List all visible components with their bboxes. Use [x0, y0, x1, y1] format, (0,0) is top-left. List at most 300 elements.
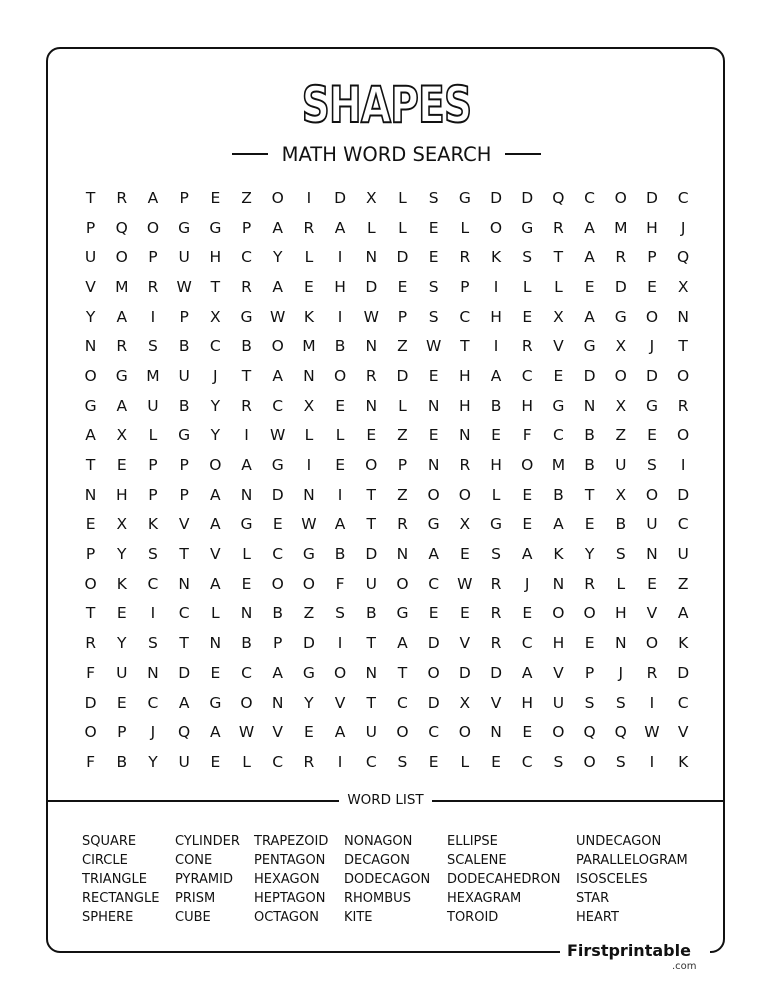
- grid-letter: V: [459, 634, 471, 653]
- grid-letter: W: [301, 515, 317, 534]
- grid-letter: A: [428, 545, 439, 564]
- grid-letter: D: [677, 663, 690, 682]
- grid-letter: W: [270, 307, 286, 326]
- grid-letter: R: [646, 663, 658, 682]
- grid-letter: P: [460, 277, 470, 296]
- grid-letter: H: [552, 634, 565, 653]
- grid-letter: N: [427, 396, 440, 415]
- grid-letter: U: [365, 574, 377, 593]
- grid-letter: E: [428, 752, 439, 771]
- grid-letter: T: [179, 545, 189, 564]
- grid-letter: E: [647, 574, 657, 593]
- grid-letter: Q: [614, 723, 627, 742]
- word-column: [576, 832, 688, 927]
- grid-letter: N: [240, 485, 253, 504]
- grid-letter: C: [241, 663, 252, 682]
- grid-letter: P: [85, 545, 96, 564]
- grid-letter: Z: [303, 604, 315, 623]
- grid-letter: Z: [397, 337, 408, 356]
- grid-letter: H: [334, 277, 346, 296]
- grid-letter: D: [677, 485, 690, 504]
- grid-letter: H: [459, 396, 471, 415]
- grid-letter: C: [209, 337, 221, 356]
- grid-letter: T: [460, 337, 470, 356]
- grid-letter: I: [649, 752, 655, 771]
- grid-letter: U: [147, 396, 159, 415]
- grid-letter: C: [272, 545, 284, 564]
- word-list-item: TRIANGLE: [82, 872, 147, 887]
- grid-letter: L: [522, 277, 532, 296]
- grid-letter: R: [303, 218, 315, 237]
- word-column: [254, 832, 328, 927]
- grid-letter: A: [147, 188, 159, 207]
- grid-letter: G: [614, 307, 627, 326]
- grid-letter: V: [646, 604, 658, 623]
- grid-letter: R: [365, 366, 377, 385]
- grid-letter: L: [398, 396, 407, 415]
- grid-letter: L: [335, 426, 345, 445]
- grid-letter: X: [615, 337, 627, 356]
- grid-letter: E: [397, 277, 408, 296]
- grid-letter: O: [427, 663, 440, 682]
- grid-letter: E: [210, 663, 221, 682]
- grid-letter: T: [210, 277, 221, 296]
- subtitle-rule-right: [505, 153, 541, 155]
- grid-letter: E: [272, 515, 283, 534]
- grid-letter: H: [614, 604, 627, 623]
- grid-letter: X: [459, 693, 471, 712]
- grid-letter: W: [270, 426, 286, 445]
- grid-letter: D: [84, 693, 97, 712]
- grid-letter: W: [644, 723, 660, 742]
- word-list-item: UNDECAGON: [576, 834, 662, 849]
- grid-letter: X: [116, 515, 128, 534]
- grid-letter: E: [522, 485, 533, 504]
- grid-letter: S: [428, 277, 439, 296]
- grid-letter: E: [584, 515, 595, 534]
- grid-letter: L: [398, 188, 407, 207]
- grid-letter: S: [428, 188, 439, 207]
- grid-letter: O: [84, 574, 97, 593]
- grid-letter: N: [552, 574, 565, 593]
- grid-letter: G: [458, 188, 471, 207]
- grid-row: [75, 242, 700, 272]
- grid-letter: C: [459, 307, 471, 326]
- grid-letter: A: [334, 723, 346, 742]
- grid-letter: S: [584, 693, 595, 712]
- word-list-item: DODECAHEDRON: [447, 872, 561, 887]
- grid-letter: N: [303, 485, 315, 504]
- grid-letter: O: [146, 218, 160, 237]
- word-list-item: RECTANGLE: [82, 891, 160, 906]
- grid-letter: G: [115, 366, 128, 385]
- grid-letter: B: [272, 604, 284, 623]
- grid-letter: Q: [178, 723, 191, 742]
- grid-letter: U: [646, 515, 658, 534]
- grid-letter: N: [459, 426, 471, 445]
- grid-letter: O: [396, 723, 409, 742]
- grid-letter: G: [240, 515, 253, 534]
- grid-letter: I: [337, 485, 343, 504]
- grid-letter: N: [365, 337, 378, 356]
- word-column: [175, 832, 240, 927]
- grid-letter: C: [552, 426, 564, 445]
- grid-letter: M: [115, 277, 129, 296]
- word-list-item: TOROID: [447, 910, 499, 925]
- grid-letter: R: [241, 277, 252, 296]
- grid-letter: A: [241, 456, 252, 475]
- grid-letter: O: [209, 456, 222, 475]
- grid-letter: N: [84, 337, 97, 356]
- grid-letter: D: [427, 634, 440, 653]
- grid-letter: N: [365, 396, 378, 415]
- grid-letter: E: [647, 426, 657, 445]
- grid-letter: A: [584, 218, 595, 237]
- grid-letter: K: [553, 545, 564, 564]
- grid-letter: O: [521, 456, 534, 475]
- grid-letter: G: [583, 337, 596, 356]
- grid-letter: T: [366, 634, 377, 653]
- word-list-item: DECAGON: [344, 853, 410, 868]
- grid-letter: C: [677, 515, 689, 534]
- grid-letter: W: [457, 574, 473, 593]
- grid-letter: R: [553, 218, 564, 237]
- grid-letter: C: [428, 574, 440, 593]
- grid-letter: Q: [115, 218, 128, 237]
- word-list-item: STAR: [576, 891, 610, 906]
- grid-letter: B: [116, 752, 128, 771]
- grid-letter: W: [363, 307, 379, 326]
- grid-letter: C: [241, 248, 252, 267]
- grid-letter: H: [115, 485, 128, 504]
- grid-letter: T: [553, 248, 564, 267]
- grid-letter: R: [490, 604, 502, 623]
- grid-letter: H: [490, 456, 502, 475]
- word-list-item: OCTAGON: [254, 910, 319, 925]
- grid-letter: S: [428, 307, 439, 326]
- word-list-item: PARALLELOGRAM: [576, 853, 688, 868]
- word-list-item: SQUARE: [82, 834, 137, 849]
- grid-row: [75, 272, 700, 302]
- grid-letter: X: [210, 307, 221, 326]
- grid-letter: L: [491, 485, 501, 504]
- word-list-item: HEPTAGON: [254, 891, 326, 906]
- grid-letter: R: [116, 337, 128, 356]
- grid-letter: C: [365, 752, 377, 771]
- grid-letter: D: [396, 248, 409, 267]
- subtitle-row: [0, 139, 773, 169]
- grid-row: [75, 421, 700, 451]
- grid-letter: A: [210, 574, 221, 593]
- grid-letter: I: [649, 693, 655, 712]
- grid-letter: E: [522, 307, 533, 326]
- grid-letter: G: [645, 396, 658, 415]
- grid-letter: I: [244, 426, 249, 445]
- grid-letter: G: [302, 663, 315, 682]
- grid-letter: D: [178, 663, 191, 682]
- grid-letter: R: [521, 337, 533, 356]
- grid-letter: K: [303, 307, 314, 326]
- grid-letter: K: [678, 752, 689, 771]
- word-list-item: PYRAMID: [175, 872, 233, 887]
- grid-letter: S: [148, 337, 158, 356]
- grid-letter: H: [521, 693, 534, 712]
- grid-letter: Z: [677, 574, 689, 593]
- grid-letter: O: [396, 574, 409, 593]
- grid-letter: X: [365, 188, 377, 207]
- grid-letter: I: [493, 277, 499, 296]
- grid-letter: B: [490, 396, 502, 415]
- grid-letter: S: [615, 545, 626, 564]
- grid-letter: G: [209, 218, 222, 237]
- grid-letter: Y: [117, 634, 127, 653]
- word-list-item: PRISM: [175, 891, 216, 906]
- word-list-item: RHOMBUS: [344, 891, 411, 906]
- grid-letter: O: [302, 574, 315, 593]
- word-list-item: HEXAGRAM: [447, 891, 522, 906]
- grid-letter: P: [148, 248, 158, 267]
- grid-letter: R: [584, 574, 595, 593]
- grid-letter: P: [241, 218, 252, 237]
- word-list-item: KITE: [344, 910, 373, 925]
- grid-letter: P: [148, 456, 158, 475]
- word-list-rule-left: [47, 800, 339, 802]
- grid-letter: I: [306, 188, 312, 207]
- word-list-item: SCALENE: [447, 853, 507, 868]
- grid-letter: M: [551, 456, 566, 475]
- grid-letter: H: [521, 396, 534, 415]
- grid-letter: O: [333, 663, 347, 682]
- grid-row: [75, 450, 700, 480]
- grid-letter: S: [335, 604, 346, 623]
- grid-letter: R: [241, 396, 252, 415]
- grid-letter: P: [179, 188, 189, 207]
- grid-letter: N: [303, 366, 315, 385]
- grid-letter: A: [85, 426, 96, 445]
- grid-letter: B: [553, 485, 564, 504]
- grid-row: [75, 688, 700, 718]
- grid-letter: R: [490, 574, 502, 593]
- grid-letter: C: [272, 752, 284, 771]
- grid-letter: Z: [241, 188, 252, 207]
- grid-letter: Q: [583, 723, 596, 742]
- grid-letter: Q: [677, 248, 690, 267]
- page-title: SHAPES: [301, 76, 472, 134]
- grid-letter: P: [584, 663, 595, 682]
- grid-letter: P: [397, 456, 408, 475]
- grid-letter: R: [615, 248, 627, 267]
- grid-letter: A: [116, 307, 128, 326]
- grid-letter: V: [677, 723, 689, 742]
- grid-letter: I: [150, 307, 156, 326]
- grid-letter: Y: [584, 545, 595, 564]
- grid-letter: K: [678, 634, 689, 653]
- grid-letter: I: [337, 248, 343, 267]
- grid-letter: D: [583, 366, 596, 385]
- grid-row: [75, 302, 700, 332]
- grid-row: [75, 717, 700, 747]
- grid-letter: C: [397, 693, 408, 712]
- grid-letter: P: [273, 634, 283, 653]
- grid-letter: E: [116, 456, 127, 475]
- grid-letter: Z: [397, 426, 408, 445]
- grid-letter: L: [460, 218, 470, 237]
- grid-letter: O: [84, 723, 97, 742]
- grid-letter: D: [614, 277, 627, 296]
- grid-letter: T: [85, 188, 96, 207]
- grid-letter: T: [366, 693, 377, 712]
- grid-letter: A: [397, 634, 408, 653]
- grid-letter: I: [680, 456, 686, 475]
- grid-letter: G: [427, 515, 440, 534]
- word-list-item: SPHERE: [82, 910, 134, 925]
- grid-letter: N: [178, 574, 190, 593]
- grid-letter: G: [490, 515, 503, 534]
- grid-row: [75, 183, 700, 213]
- grid-letter: R: [459, 456, 471, 475]
- grid-letter: L: [242, 545, 251, 564]
- word-list-item: PENTAGON: [254, 853, 326, 868]
- grid-letter: T: [678, 337, 688, 356]
- grid-letter: D: [458, 663, 471, 682]
- word-list-item: CIRCLE: [82, 853, 128, 868]
- grid-letter: O: [645, 485, 659, 504]
- grid-letter: D: [646, 188, 658, 207]
- grid-letter: S: [148, 634, 158, 653]
- grid-letter: T: [366, 485, 377, 504]
- grid-letter: G: [178, 426, 191, 445]
- grid-letter: A: [210, 723, 221, 742]
- grid-letter: J: [524, 574, 530, 593]
- grid-letter: O: [552, 723, 565, 742]
- grid-letter: G: [302, 545, 315, 564]
- grid-letter: Y: [272, 248, 283, 267]
- grid-letter: P: [85, 218, 96, 237]
- grid-letter: D: [427, 693, 440, 712]
- grid-letter: B: [334, 545, 346, 564]
- grid-row: [75, 569, 700, 599]
- grid-letter: D: [396, 366, 409, 385]
- grid-letter: I: [337, 752, 343, 771]
- subtitle-rule-left: [232, 153, 268, 155]
- grid-letter: N: [396, 545, 409, 564]
- grid-letter: W: [176, 277, 192, 296]
- grid-letter: M: [302, 337, 316, 356]
- grid-letter: L: [616, 574, 626, 593]
- grid-row: [75, 747, 700, 777]
- brand-domain: .com: [672, 961, 697, 972]
- grid-letter: E: [428, 248, 439, 267]
- grid-letter: A: [584, 307, 595, 326]
- grid-letter: X: [303, 396, 315, 415]
- grid-letter: L: [398, 218, 407, 237]
- grid-letter: N: [240, 604, 253, 623]
- grid-letter: U: [365, 723, 377, 742]
- grid-row: [75, 213, 700, 243]
- grid-letter: O: [333, 366, 347, 385]
- grid-letter: F: [86, 752, 96, 771]
- grid-letter: U: [116, 663, 128, 682]
- grid-letter: V: [178, 515, 190, 534]
- grid-letter: L: [211, 604, 220, 623]
- grid-letter: C: [521, 366, 533, 385]
- grid-letter: L: [242, 752, 251, 771]
- grid-letter: H: [209, 248, 222, 267]
- grid-letter: E: [491, 752, 501, 771]
- grid-letter: N: [365, 248, 378, 267]
- grid-letter: J: [213, 366, 218, 385]
- grid-letter: A: [521, 545, 533, 564]
- grid-letter: M: [614, 218, 628, 237]
- grid-letter: C: [147, 693, 159, 712]
- brand-name: Firstprintable: [567, 941, 691, 960]
- grid-letter: O: [271, 188, 284, 207]
- grid-letter: D: [271, 485, 284, 504]
- grid-letter: F: [86, 663, 96, 682]
- grid-letter: O: [458, 485, 471, 504]
- grid-letter: A: [490, 366, 502, 385]
- grid-letter: X: [553, 307, 564, 326]
- grid-letter: T: [179, 634, 189, 653]
- grid-letter: E: [304, 277, 314, 296]
- grid-letter: K: [490, 248, 502, 267]
- grid-letter: N: [365, 663, 378, 682]
- grid-letter: V: [272, 723, 284, 742]
- word-column: [82, 832, 159, 927]
- grid-letter: U: [178, 366, 190, 385]
- grid-letter: C: [584, 188, 595, 207]
- word-list-item: CUBE: [175, 910, 211, 925]
- grid-letter: T: [397, 663, 408, 682]
- grid-letter: B: [365, 604, 377, 623]
- grid-letter: I: [493, 337, 499, 356]
- grid-letter: T: [85, 604, 96, 623]
- grid-letter: A: [521, 663, 533, 682]
- word-list-title: WORD LIST: [347, 792, 424, 808]
- letter-grid: [75, 183, 700, 777]
- grid-letter: G: [240, 307, 253, 326]
- grid-letter: C: [428, 723, 440, 742]
- grid-letter: T: [241, 366, 252, 385]
- grid-letter: W: [425, 337, 442, 356]
- grid-letter: C: [147, 574, 159, 593]
- grid-letter: J: [618, 663, 624, 682]
- word-list-item: HEXAGON: [254, 872, 320, 887]
- grid-letter: Y: [210, 426, 221, 445]
- grid-letter: S: [615, 693, 626, 712]
- grid-letter: S: [647, 456, 657, 475]
- grid-letter: P: [117, 723, 127, 742]
- grid-letter: Y: [85, 307, 96, 326]
- grid-letter: E: [553, 366, 564, 385]
- grid-letter: O: [614, 188, 627, 207]
- grid-letter: U: [677, 545, 689, 564]
- grid-letter: H: [490, 307, 502, 326]
- grid-letter: Y: [304, 693, 314, 712]
- grid-letter: A: [210, 515, 221, 534]
- grid-letter: O: [271, 574, 284, 593]
- grid-letter: E: [116, 693, 127, 712]
- grid-letter: N: [614, 634, 627, 653]
- grid-letter: O: [84, 366, 97, 385]
- word-column: [344, 832, 430, 927]
- grid-letter: O: [115, 248, 128, 267]
- grid-letter: U: [84, 248, 97, 267]
- grid-letter: B: [334, 337, 346, 356]
- grid-letter: A: [584, 248, 595, 267]
- grid-letter: L: [304, 426, 314, 445]
- grid-letter: D: [646, 366, 658, 385]
